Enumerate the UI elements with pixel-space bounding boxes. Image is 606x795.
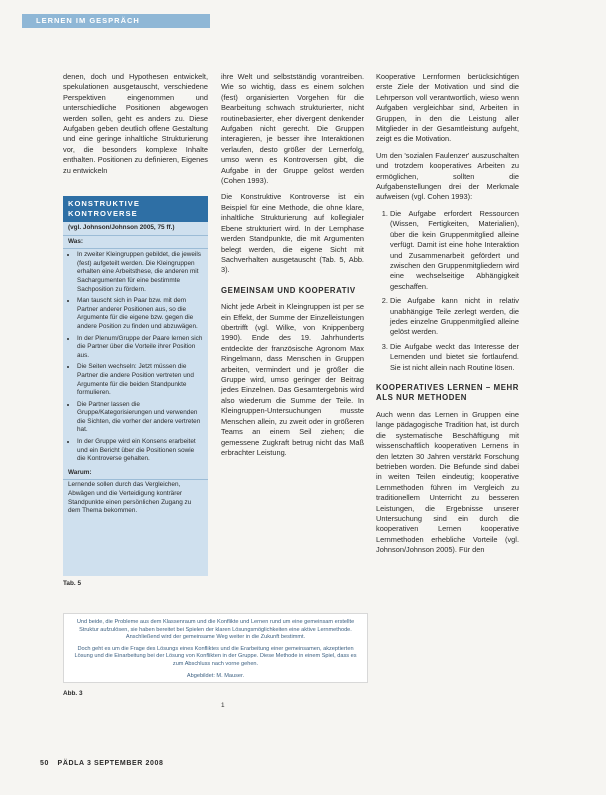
box-subtitle: (vgl. Johnson/Johnson 2005, 75 ff.) xyxy=(63,222,208,236)
section-heading: KOOPERATIVES LERNEN – MEHR ALS NUR METHODEN xyxy=(376,382,519,403)
page-number: 50 xyxy=(40,760,49,767)
section-header: LERNEN IM GESPRÄCH xyxy=(22,14,210,28)
footnote-marker: 1 xyxy=(221,702,225,709)
paragraph: ihre Welt und selbstständig vorantreiben. Wie so wichtig, dass es einem solchen (fest) organisierten Vorgehen für die Bearbeitung schwach strukturierter, nicht routinebasierter, eher divergent denkender Aufgaben nicht gerecht. Die Gruppen interagieren, je besser ihre Interaktionen verlaufen, desto größer der Lernerfolg, umso wenn es Kontroversen gibt, die Aufgabe in der Gruppe gelöst werden (Cohen 1993). xyxy=(221,72,364,186)
paragraph: Nicht jede Arbeit in Kleingruppen ist per se ein Effekt, der Summe der Einzelleistungen übertrifft (vgl. Wilke, von Knippenberg 1990). Ende des 19. Jahrhunderts entdeckte der französische Agronom Max Ringelmann, dass Menschen in Gruppen arbeiten, vermindert und je größer die Gruppe wird, umso geringer der Beitrag jedes Einzelnen. Das Gesamtergebnis wird also wiederum die Summe der Teile. In Kleingruppen-Untersuchungen musste Menschen allein, zu zweit oder in größeren Teams an einem Seil ziehen; die gemessene Zugkraft betrug nicht das Maß erbrachter Leistung. xyxy=(221,302,364,457)
column-1 xyxy=(63,72,208,182)
box-why-label: Warum: xyxy=(63,467,208,481)
column-3 xyxy=(376,72,519,562)
list-item: 1. Die Aufgabe erfordert Ressourcen (Wissen, Fertigkeiten, Materialien), über die kein Gruppenmitglied alleine verfügt. Damit ist eine hohe Interaktion und Zusammenarbeit gefördert und zwischen den Gruppenmitgliedern wird eine wechselseitige Abhängigkeit geschaffen. xyxy=(390,209,519,292)
box-why-text: Lernende sollen durch das Vergleichen, Abwägen und die Verteidigung konträrer Standpunkte einen persönlichen Zugang zu dem Thema bekommen. xyxy=(68,481,192,515)
paragraph: Auch wenn das Lernen in Gruppen eine lange pädagogische Tradition hat, ist durch die systematische Beschäftigung mit wissenschaftlich kooperativen Lernens in den letzten 30 Jahren verstärkt Forschung betrieben worden. Die Befunde sind dabei in weiten Teilen eindeutig; kooperative Lernmethoden führen im Vergleich zu traditionellem Unterricht zu besseren Leistungen, die Ergebnisse unserer Untersuchung sind ein durch die kooperativen Lernen kooperative Lernmethoden erhebliche Vorteile (vgl. Johnson/Johnson 2005). Für den xyxy=(376,409,519,555)
paragraph: Die Konstruktive Kontroverse ist ein Beispiel für eine Methode, die ohne klare, inhaltliche Strukturierung auf kollegialer Ebene strukturiert wird. In der Lernphase werden Standpunkte, die mit Argumenten belegt werden, die eigene Sicht mit Sachverhalten ausgetauscht (Tab. 5, Abb. 3). xyxy=(221,192,364,275)
box-what-label: Was: xyxy=(63,236,208,250)
list-item: • Die Partner lassen die Gruppe/Kategorisierungen und verwenden die Sichten, die vorher der andere vertreten hat. xyxy=(77,401,203,435)
paragraph: denen, doch und Hypothesen entwickelt, spekulationen ausgetauscht, verschiedene Perspektiven eingenommen und unterschiedliche Positionen abgewogen werden sollen, geht es anders zu. Diese Aufgaben geben deutlich offene Gestaltung und eine geringe inhaltliche Strukturierung vor, die besonders komplexe Inhalte enthalten. Positionen zu definieren, Eigenes zu entwickeln xyxy=(63,72,208,175)
list-item: • In der Plenum/Gruppe der Paare lernen sich die Partner über die Vorteile ihrer Position aus. xyxy=(77,335,203,361)
page-footer xyxy=(40,760,163,767)
list-item: 3. Die Aufgabe weckt das Interesse der Lernenden und bietet sie fortlaufend. Sie ist nicht allein nach Routine lösen. xyxy=(390,342,519,373)
figure-box xyxy=(63,613,368,683)
list-item: • In zweiter Kleingruppen gebildet, die jeweils (fest) aufgeteilt werden. Die Kleingruppen erhalten eine Arbeitsthese, die anderen mit Sachargumenten für eine bestimmte Sachposition zu fördern. xyxy=(77,251,203,294)
criteria-list xyxy=(376,209,519,373)
journal-name: PÄDLA 3 SEPTEMBER 2008 xyxy=(57,760,164,767)
column-2 xyxy=(221,72,364,464)
list-item: 2. Die Aufgabe kann nicht in relativ unabhängige Teile zerlegt werden, die jedes einzelne Gruppenmitglied alleine gelöst werden. xyxy=(390,296,519,338)
figure-text: Und beide, die Probleme aus dem Klassenraum und die Konflikte und Lernen rund um eine gemeinsam erstellte Struktur aufzulösen, sie haben bereitet bei Spielen der klaren Lösungsmöglichkeiten eine aktive Lernmethode. Anschließend wird der gemeinsame Weg weiter in die Zukunft bestimmt. xyxy=(76,619,355,641)
list-item: • In der Gruppe wird ein Konsens erarbeitet und ein Bericht über die Positionen sowie die Kontroverse gehalten. xyxy=(77,438,203,464)
section-heading: GEMEINSAM UND KOOPERATIV xyxy=(221,285,356,295)
table-caption: Tab. 5 xyxy=(63,580,81,587)
figure-text: Doch geht es um die Frage des Lösungs eines Konfliktes und die Erarbeitung einer gemeinsamen, akzeptierten Lösung und die Einarbeitung bei der Lösung von Konflikten in der Gruppe. Diese Methode in einem Spiel, dass es zum Abschluss nach vorne gehen. xyxy=(74,645,357,667)
method-box xyxy=(63,196,208,576)
list-item: • Die Seiten wechseln: Jetzt müssen die Partner die andere Position vertreten und Argumente für die beiden Standpunkte formulieren. xyxy=(77,363,203,397)
list-item: • Man tauscht sich in Paar bzw. mit dem Partner anderer Positionen aus, so die Argumente für die eigene bzw. gegen die andere Position zu finden und abzuwägen. xyxy=(77,297,203,331)
figure-credit: Abgebildet: M. Mauser. xyxy=(186,672,245,679)
box-what-list xyxy=(63,251,208,464)
paragraph: Um den 'sozialen Faulenzer' auszuschalten und trotzdem kooperatives Arbeiten zu ermöglichen, sollten die Aufgabenstellungen drei der Merkmale aufweisen (vgl. Cohen 1993): xyxy=(376,150,519,202)
paragraph: Kooperative Lernformen berücksichtigen erste Ziele der Motivation und sind die Lehrperson voll verantwortlich, wieso wenn Aufgaben vergleichbar sind, Arbeiten in Gruppen, in den die Leistung aller Mitglieder in der Gesamtleistung aufgeht, zeigt es die Motivation. xyxy=(376,72,519,144)
box-title: KONSTRUKTIVE KONTROVERSE xyxy=(63,196,208,222)
figure-caption: Abb. 3 xyxy=(63,690,83,697)
